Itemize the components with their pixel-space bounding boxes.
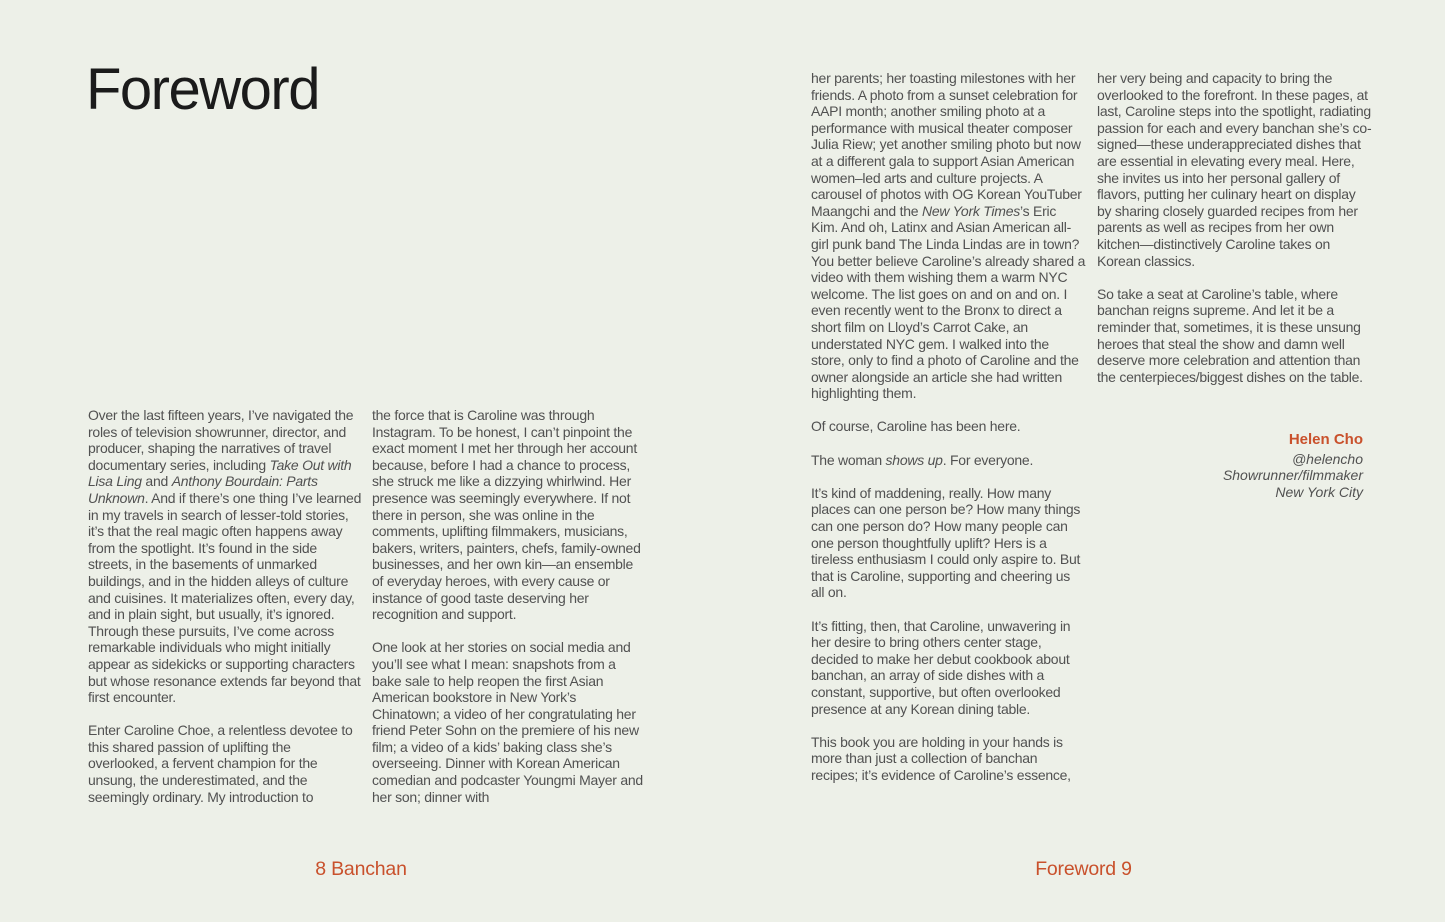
text-column-left-1 — [88, 407, 363, 822]
signature-handle: @helencho — [1291, 450, 1363, 467]
paragraph: her very being and capacity to bring the overlooked to the forefront. In these pages, at last, Caroline steps into the spotlight, radiating passion for each and every banchan she’s co-signed—these underappreciated dishes that are essential in elevating every meal. Here, she invites us into her personal gallery of flavors, putting her culinary heart on display by sharing closely guarded recipes from her parents as well as recipes from her own kitchen—distinctively Caroline takes on Korean classics. — [1097, 70, 1372, 269]
paragraph: Enter Caroline Choe, a relentless devotee to this shared passion of uplifting the overlooked, a fervent champion for the unsung, the underestimated, and the seemingly ordinary. My introduction to — [88, 722, 353, 805]
signature-name: Helen Cho — [1288, 431, 1363, 448]
paragraph: It’s fitting, then, that Caroline, unwavering in her desire to bring others center stage, decided to make her debut cookbook about banchan, an array of side dishes with a constant, supportive, but often overlooked presence at any Korean dining table. — [811, 617, 1071, 717]
signature-city: New York City — [1275, 483, 1363, 500]
paragraph: the force that is Caroline was through Instagram. To be honest, I can’t pinpoint the exact moment I met her through her account because, before I had a chance to process, she struck me like a dizzying whirlwind. Her presence was seemingly everywhere. If not there in person, she was online in the comments, uplifting filmmakers, musicians, bakers, writers, painters, chefs, family-owned businesses, and her own kin—an ensemble of everyday heroes, with every cause or instance of good taste deserving her recognition and support. — [372, 407, 641, 623]
paragraph: The woman shows up. For everyone. — [811, 451, 1034, 468]
left-page-footer: 8 Banchan — [315, 858, 407, 880]
paragraph: One look at her stories on social media and you’ll see what I mean: snapshots from a bake sale to help reopen the first Asian American bookstore in New York’s Chinatown; a video of her congratulating her friend Peter Sohn on the premiere of his new film; a video of a kids’ baking class she’s overseeing. Dinner with Korean American comedian and podcaster Youngmi Mayer and her son; dinner with — [372, 639, 643, 805]
paragraph: her parents; her toasting milestones with her friends. A photo from a sunset celebration for AAPI month; another smiling photo at a performance with musical theater composer Julia Riew; yet another smiling photo but now at a different gala to support Asian American women–led arts and culture projects. A carousel of photos with OG Korean YouTuber Maangchi and the New York Times’s Eric Kim. And oh, Latinx and Asian American all-girl punk band The Linda Lindas are in town? You better believe Caroline’s already shared a video with them wishing them a warm NYC welcome. The list goes on and on and on. I even recently went to the Bronx to direct a short film on Lloyd’s Carrot Cake, an understated NYC gem. I walked into the store, only to find a photo of Caroline and the owner alongside an article she had written highlighting them. — [811, 70, 1086, 402]
paragraph: It’s kind of maddening, really. How many places can one person be? How many things can one person do? How many people can one person thoughtfully uplift? Hers is a tireless enthusiasm I could only aspire to. But that is Caroline, supporting and cheering us all on. — [811, 484, 1081, 601]
text-column-right-1 — [811, 70, 1086, 800]
page-title: Foreword — [86, 57, 319, 122]
paragraph: So take a seat at Caroline’s table, where banchan reigns supreme. And let it be a reminder that, sometimes, it is these unsung heroes that steal the show and damn well deserve more celebration and attention than the centerpieces/biggest dishes on the table. — [1097, 285, 1363, 385]
paragraph: This book you are holding in your hands is more than just a collection of banchan recipes; it’s evidence of Caroline’s essence, — [811, 733, 1071, 783]
paragraph: Of course, Caroline has been here. — [811, 418, 1021, 435]
signature-role: Showrunner/filmmaker — [1222, 467, 1363, 484]
text-column-right-2 — [1097, 70, 1372, 402]
signature-block — [1097, 432, 1363, 500]
right-page-footer: Foreword 9 — [1035, 858, 1132, 880]
text-column-left-2 — [372, 407, 647, 822]
paragraph: Over the last fifteen years, I’ve navigated the roles of television showrunner, director, and producer, shaping the narratives of travel documentary series, including Take Out with Lisa Ling and Anthony Bourdain: Parts Unknown. And if there’s one thing I’ve learned in my travels in search of lesser-told stories, it’s that the real magic often happens away from the spotlight. It’s found in the side streets, in the basements of unmarked buildings, and in the hidden alleys of culture and cuisines. It materializes often, every day, and in plain sight, but usually, it’s ignored. Through these pursuits, I’ve come across remarkable individuals who might initially appear as sidekicks or supporting characters but whose resonance extends far beyond that first encounter. — [88, 407, 362, 706]
